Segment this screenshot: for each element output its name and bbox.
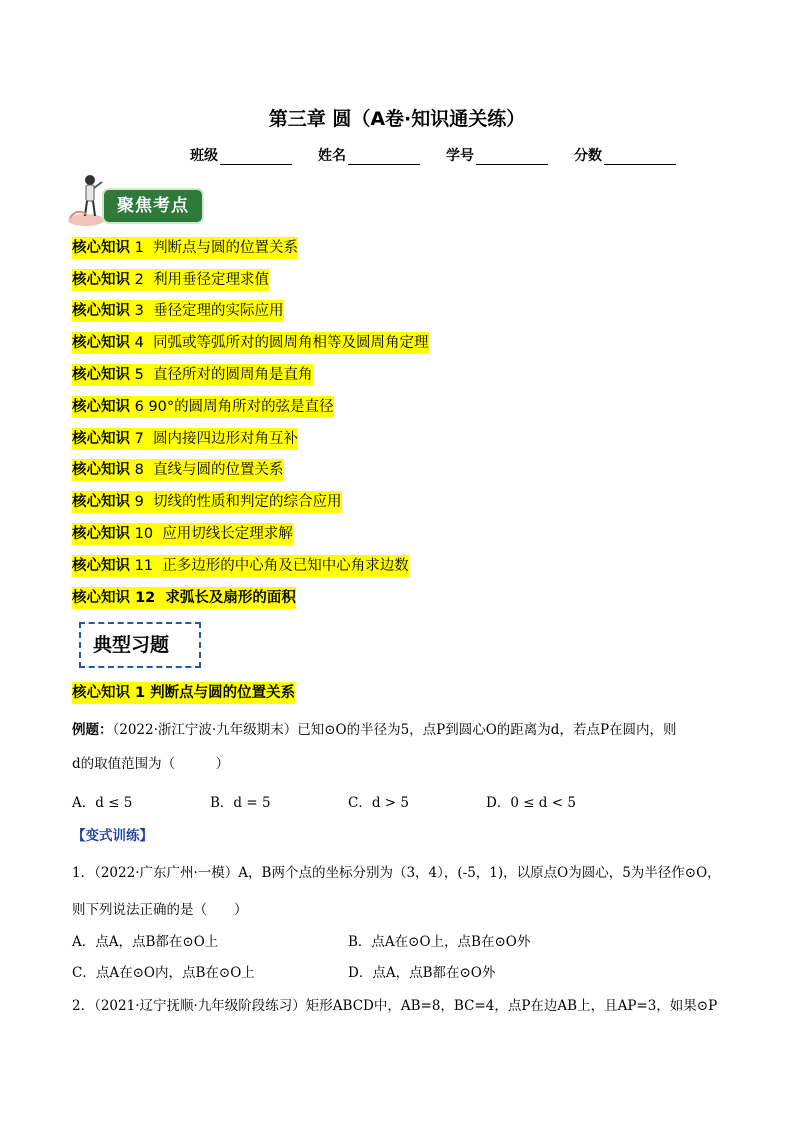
- topic-item[interactable]: [72, 428, 298, 450]
- question-1-line-1: 1．（2022·广东广州·一模）A，B两个点的坐标分别为（3，4），(-5，1)，以原点O为圆心，5为半径作⊙O，: [72, 865, 721, 881]
- topic-text: 同弧或等弧所对的圆周角相等及圆周角定理: [153, 335, 429, 351]
- question-2-line-1: 2．（2021·辽宁抚顺·九年级阶段练习）矩形ABCD中，AB=8，BC=4，点P在边AB上，且AP=3，如果⊙P: [72, 998, 718, 1014]
- example-label: 例题：: [72, 722, 113, 738]
- question-1-line-2: 则下列说法正确的是（ ）: [72, 902, 248, 918]
- topic-text: 应用切线长定理求解: [162, 526, 293, 542]
- topic-text: 正多边形的中心角及已知中心角求边数: [162, 558, 409, 574]
- topic-text: 垂径定理的实际应用: [153, 303, 284, 319]
- topic-text: 求弧长及扇形的面积: [165, 590, 296, 606]
- topic-key: 核心知识: [72, 494, 130, 510]
- variant-training-label: 【变式训练】: [72, 828, 153, 844]
- topic-key: 核心知识: [72, 558, 130, 574]
- id-field: [446, 145, 548, 165]
- topic-num: 1: [134, 240, 144, 256]
- topic-num: 2: [134, 272, 144, 288]
- q1-choice-a[interactable]: A．点A，点B都在⊙O上: [72, 934, 219, 950]
- section-topic: 核心知识 1 判断点与圆的位置关系: [72, 682, 295, 704]
- topic-text: 直径所对的圆周角是直角: [153, 367, 313, 383]
- topic-key: 核心知识: [72, 526, 130, 542]
- name-field: [318, 145, 420, 165]
- topic-key: 核心知识: [72, 272, 130, 288]
- example-choice-d[interactable]: D．0 ≤ d < 5: [486, 795, 576, 811]
- topic-item[interactable]: [72, 237, 298, 259]
- topic-text: 圆内接四边形对角互补: [153, 431, 299, 447]
- topic-item[interactable]: [72, 269, 269, 291]
- class-field: [190, 145, 292, 165]
- topic-num: 6: [134, 399, 144, 415]
- topic-num: 11: [134, 558, 154, 574]
- section-heading: 典型习题: [79, 622, 201, 668]
- name-label: 姓名: [318, 148, 346, 164]
- topic-key: 核心知识: [72, 367, 130, 383]
- topic-item[interactable]: [72, 364, 313, 386]
- id-blank[interactable]: [476, 148, 548, 165]
- topic-key: 核心知识: [72, 590, 130, 606]
- topic-num: 8: [134, 462, 144, 478]
- topic-item[interactable]: [72, 396, 334, 418]
- topic-text: 直线与圆的位置关系: [153, 462, 284, 478]
- score-label: 分数: [574, 148, 602, 164]
- topic-num: 7: [134, 431, 144, 447]
- topic-item[interactable]: [72, 587, 296, 609]
- topic-key: 核心知识: [72, 303, 130, 319]
- topic-key: 核心知识: [72, 240, 130, 256]
- topic-key: 核心知识: [72, 399, 130, 415]
- class-label: 班级: [190, 148, 218, 164]
- example-line-2: d的取值范围为（ ）: [72, 756, 230, 772]
- score-blank[interactable]: [604, 148, 676, 165]
- id-label: 学号: [446, 148, 474, 164]
- example-line-1: [72, 718, 677, 738]
- topic-key: 核心知识: [72, 335, 130, 351]
- topic-text: 90°的圆周角所对的弦是直径: [148, 399, 334, 415]
- topic-item[interactable]: [72, 555, 409, 577]
- topic-item[interactable]: [72, 523, 293, 545]
- example-choice-b[interactable]: B．d = 5: [210, 795, 271, 811]
- example-choice-a[interactable]: A．d ≤ 5: [72, 795, 133, 811]
- topic-item[interactable]: [72, 332, 429, 354]
- q1-choice-c[interactable]: C．点A在⊙O内，点B在⊙O上: [72, 965, 255, 981]
- student-info-row: [190, 145, 702, 165]
- topic-item[interactable]: [72, 459, 284, 481]
- topic-num: 5: [134, 367, 144, 383]
- topic-num: 3: [134, 303, 144, 319]
- topic-text: 切线的性质和判定的综合应用: [153, 494, 342, 510]
- topic-item[interactable]: [72, 300, 284, 322]
- topic-key: 核心知识: [72, 462, 130, 478]
- topic-key: 核心知识: [72, 431, 130, 447]
- focus-badge-label: 聚焦考点: [102, 188, 204, 224]
- topic-num: 10: [134, 526, 154, 542]
- example-text: （2022·浙江宁波·九年级期末）已知⊙O的半径为5，点P到圆心O的距离为d，若点P在圆内，则: [112, 722, 677, 738]
- page-title: 第三章 圆（A卷·知识通关练）: [268, 108, 526, 130]
- topic-item[interactable]: [72, 491, 342, 513]
- name-blank[interactable]: [348, 148, 420, 165]
- focus-badge: [66, 172, 202, 228]
- example-choice-c[interactable]: C．d > 5: [348, 795, 409, 811]
- topic-text: 判断点与圆的位置关系: [153, 240, 299, 256]
- q1-choice-d[interactable]: D．点A，点B都在⊙O外: [348, 965, 496, 981]
- class-blank[interactable]: [220, 148, 292, 165]
- score-field: [574, 145, 676, 165]
- topic-num: 4: [134, 335, 144, 351]
- topic-num: 9: [134, 494, 144, 510]
- topic-text: 利用垂径定理求值: [153, 272, 270, 288]
- q1-choice-b[interactable]: B．点A在⊙O上，点B在⊙O外: [348, 934, 531, 950]
- topic-num: 12: [135, 590, 156, 606]
